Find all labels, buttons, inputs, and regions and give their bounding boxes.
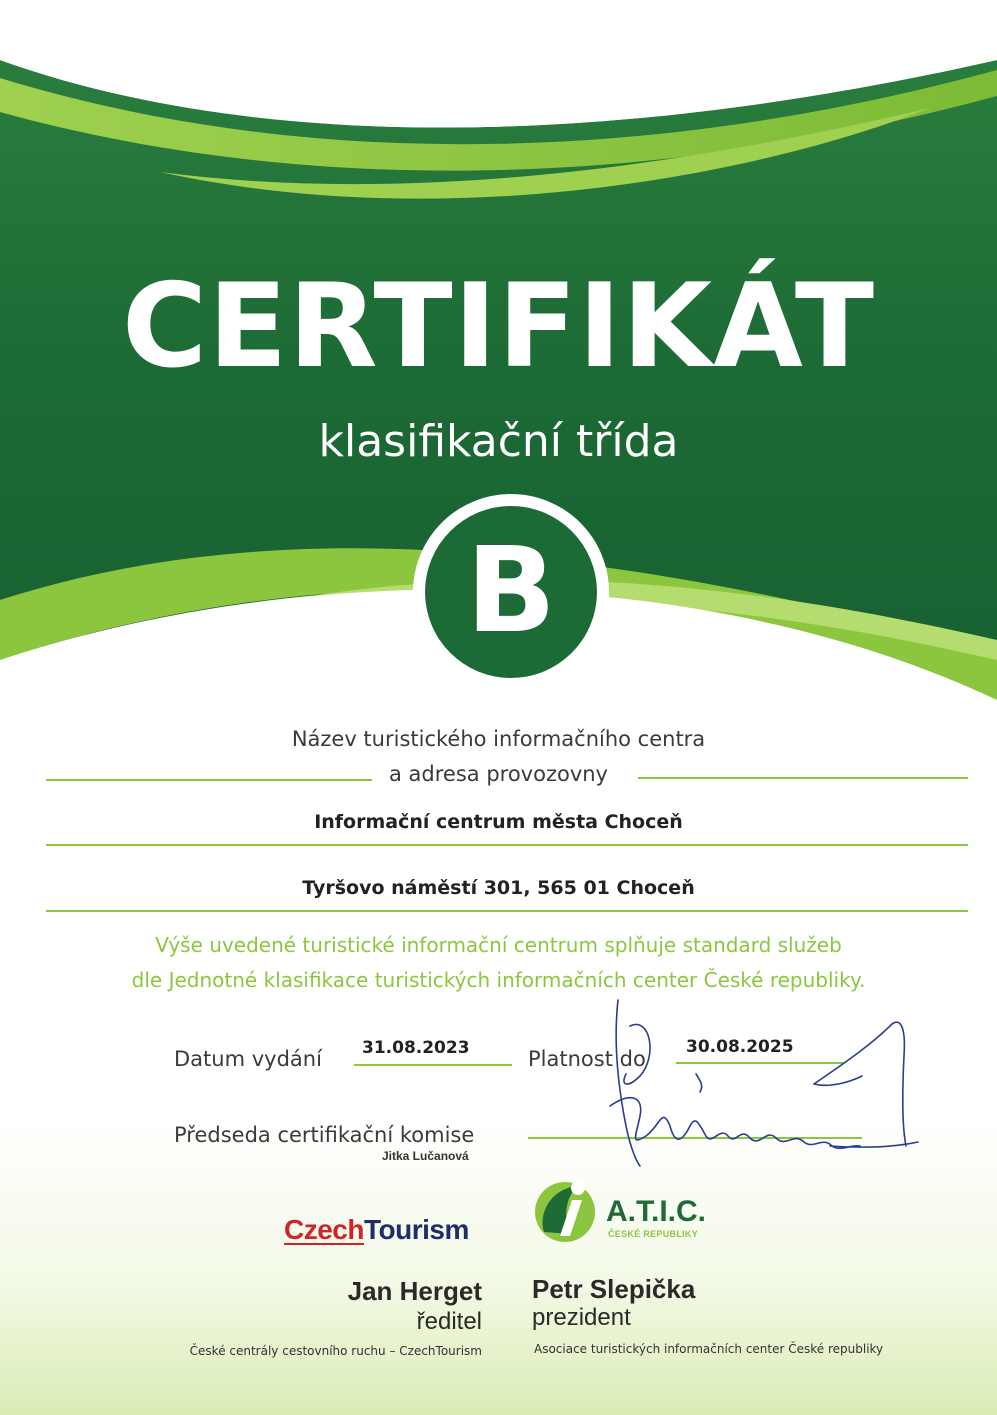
signatory-left-role: ředitel <box>416 1308 482 1335</box>
center-address: Tyršovo náměstí 301, 565 01 Choceň <box>302 877 695 899</box>
issue-date-value: 31.08.2023 <box>362 1038 470 1058</box>
certificate-subtitle: klasifikační třída <box>318 416 679 467</box>
chair-label: Předseda certifikační komise <box>174 1123 475 1147</box>
divider-rule <box>354 1064 512 1066</box>
header-line-2: turistických informačních <box>396 59 674 84</box>
center-name: Informační centrum města Choceň <box>314 811 683 833</box>
center-label-line2: a adresa provozovny <box>389 762 608 786</box>
atic-logo-name: A.T.I.C. <box>606 1195 707 1228</box>
handwritten-signature <box>600 996 930 1176</box>
chair-name: Jitka Lučanová <box>382 1149 469 1163</box>
issue-date-label: Datum vydání <box>174 1047 322 1071</box>
class-letter: B <box>466 521 556 659</box>
signatory-left-org: České centrály cestovního ruchu – CzechTourism <box>189 1344 482 1358</box>
czechtourism-logo-tourism: Tourism <box>363 1214 469 1245</box>
czechtourism-logo-czech: Czech <box>284 1214 364 1245</box>
valid-until-value: 30.08.2025 <box>686 1037 794 1057</box>
atic-logo-icon <box>532 1172 602 1248</box>
certificate-title: CERTIFIKÁT <box>122 259 875 394</box>
divider-rule <box>46 910 968 912</box>
signatory-left-name: Jan Herget <box>347 1276 482 1306</box>
atic-logo-subtitle: ČESKÉ REPUBLIKY <box>608 1229 699 1239</box>
info-i-logo-icon <box>314 22 384 122</box>
header-line-1: Jednotná klasifikace <box>396 27 616 52</box>
divider-rule <box>638 777 968 779</box>
center-label-line1: Název turistického informačního centra <box>291 727 706 751</box>
statement-line2: dle Jednotné klasifikace turistických informačních center České republiky. <box>131 968 866 992</box>
class-badge <box>425 506 597 678</box>
signatory-right-name: Petr Slepička <box>532 1274 696 1304</box>
valid-until-label: Platnost do <box>528 1047 646 1071</box>
divider-rule <box>46 844 968 846</box>
statement-line1: Výše uvedené turistické informační centrum splňuje standard služeb <box>155 933 842 957</box>
signatory-right-role: prezident <box>532 1304 631 1331</box>
header-line-3: center České republiky <box>396 91 648 116</box>
signatory-right-org: Asociace turistických informačních center České republiky <box>534 1342 884 1356</box>
czechtourism-logo <box>284 1214 469 1246</box>
